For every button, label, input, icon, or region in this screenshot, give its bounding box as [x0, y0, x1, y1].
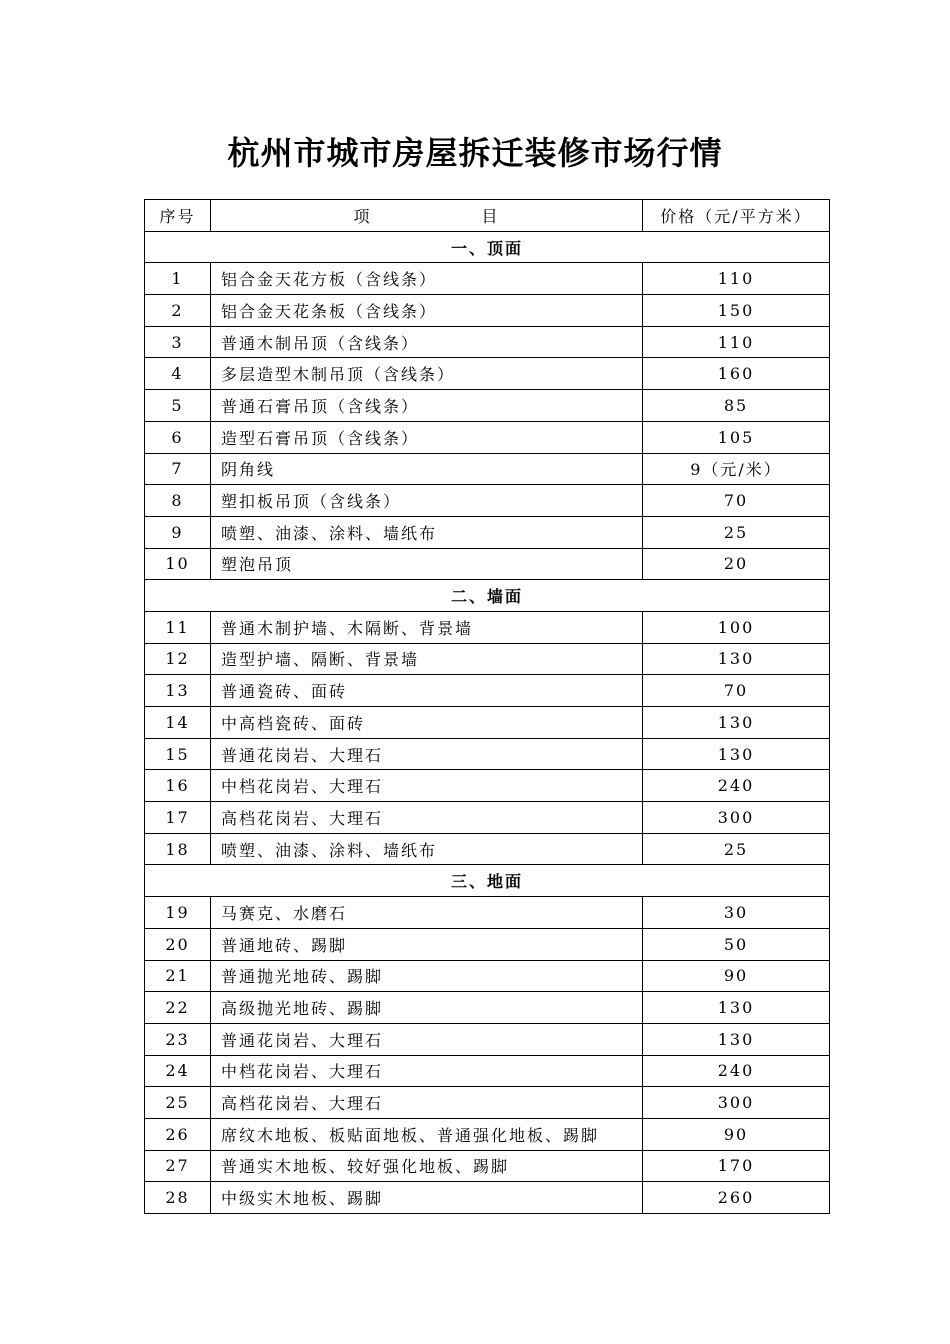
table-row [145, 897, 830, 929]
row-item: 喷塑、油漆、涂料、墙纸布 [211, 516, 643, 548]
row-number: 3 [145, 326, 211, 358]
row-price: 105 [643, 421, 830, 453]
row-number: 8 [145, 485, 211, 517]
row-price: 25 [643, 833, 830, 865]
row-price: 130 [643, 992, 830, 1024]
table-row [145, 1023, 830, 1055]
price-table [144, 199, 830, 1214]
row-price: 70 [643, 485, 830, 517]
row-item: 铝合金天花方板（含线条） [211, 263, 643, 295]
row-item: 高档花岗岩、大理石 [211, 1087, 643, 1119]
table-row [145, 802, 830, 834]
row-price: 130 [643, 643, 830, 675]
row-item: 中档花岗岩、大理石 [211, 770, 643, 802]
row-item: 高级抛光地砖、踢脚 [211, 992, 643, 1024]
row-item: 普通木制护墙、木隔断、背景墙 [211, 611, 643, 643]
row-number: 10 [145, 548, 211, 580]
row-item: 普通抛光地砖、踢脚 [211, 960, 643, 992]
row-price: 25 [643, 516, 830, 548]
header-item-part1: 项 [353, 206, 372, 226]
row-number: 25 [145, 1087, 211, 1119]
row-number: 12 [145, 643, 211, 675]
row-price: 110 [643, 326, 830, 358]
table-row [145, 421, 830, 453]
row-number: 16 [145, 770, 211, 802]
row-number: 26 [145, 1118, 211, 1150]
section-label: 三、地面 [145, 865, 830, 897]
row-price: 300 [643, 1087, 830, 1119]
row-number: 24 [145, 1055, 211, 1087]
section-label: 二、墙面 [145, 580, 830, 612]
row-number: 2 [145, 295, 211, 327]
row-item: 中档花岗岩、大理石 [211, 1055, 643, 1087]
row-price: 85 [643, 390, 830, 422]
row-number: 19 [145, 897, 211, 929]
table-row [145, 1055, 830, 1087]
table-row [145, 326, 830, 358]
row-number: 21 [145, 960, 211, 992]
page-title: 杭州市城市房屋拆迁装修市场行情 [227, 134, 723, 172]
row-price: 130 [643, 738, 830, 770]
row-item: 多层造型木制吊顶（含线条） [211, 358, 643, 390]
table-row [145, 960, 830, 992]
row-item: 普通地砖、踢脚 [211, 928, 643, 960]
row-number: 20 [145, 928, 211, 960]
row-item: 普通花岗岩、大理石 [211, 1023, 643, 1055]
row-item: 席纹木地板、板贴面地板、普通强化地板、踢脚 [211, 1118, 643, 1150]
table-row [145, 992, 830, 1024]
row-price: 300 [643, 802, 830, 834]
row-item: 普通花岗岩、大理石 [211, 738, 643, 770]
row-number: 9 [145, 516, 211, 548]
row-item: 普通木制吊顶（含线条） [211, 326, 643, 358]
row-price: 160 [643, 358, 830, 390]
row-item: 铝合金天花条板（含线条） [211, 295, 643, 327]
table-row [145, 738, 830, 770]
row-item: 中级实木地板、踢脚 [211, 1182, 643, 1214]
table-row [145, 675, 830, 707]
row-item: 马赛克、水磨石 [211, 897, 643, 929]
header-price: 价格（元/平方米） [643, 200, 830, 232]
row-item: 高档花岗岩、大理石 [211, 802, 643, 834]
row-item: 喷塑、油漆、涂料、墙纸布 [211, 833, 643, 865]
row-price: 170 [643, 1150, 830, 1182]
section-label: 一、顶面 [145, 231, 830, 263]
table-row [145, 295, 830, 327]
table-row [145, 1182, 830, 1214]
header-item [211, 200, 643, 232]
row-number: 13 [145, 675, 211, 707]
row-number: 1 [145, 263, 211, 295]
table-row [145, 643, 830, 675]
row-price: 20 [643, 548, 830, 580]
row-price: 50 [643, 928, 830, 960]
table-row [145, 263, 830, 295]
row-price: 150 [643, 295, 830, 327]
row-price: 240 [643, 1055, 830, 1087]
row-price: 130 [643, 707, 830, 739]
row-item: 普通瓷砖、面砖 [211, 675, 643, 707]
header-item-part2: 目 [481, 206, 500, 226]
header-num: 序号 [145, 200, 211, 232]
row-price: 90 [643, 960, 830, 992]
row-item: 阴角线 [211, 453, 643, 485]
row-number: 15 [145, 738, 211, 770]
row-item: 中高档瓷砖、面砖 [211, 707, 643, 739]
table-row [145, 707, 830, 739]
table-row [145, 548, 830, 580]
row-item: 造型石膏吊顶（含线条） [211, 421, 643, 453]
row-number: 18 [145, 833, 211, 865]
table-row [145, 485, 830, 517]
row-number: 23 [145, 1023, 211, 1055]
row-price: 90 [643, 1118, 830, 1150]
table-row [145, 358, 830, 390]
row-price: 130 [643, 1023, 830, 1055]
row-item: 塑扣板吊顶（含线条） [211, 485, 643, 517]
row-price: 110 [643, 263, 830, 295]
table-row [145, 1118, 830, 1150]
row-item: 普通石膏吊顶（含线条） [211, 390, 643, 422]
table-row [145, 453, 830, 485]
row-number: 4 [145, 358, 211, 390]
row-item: 造型护墙、隔断、背景墙 [211, 643, 643, 675]
table-row [145, 833, 830, 865]
row-item: 塑泡吊顶 [211, 548, 643, 580]
table-row [145, 390, 830, 422]
row-number: 27 [145, 1150, 211, 1182]
row-number: 14 [145, 707, 211, 739]
row-price: 30 [643, 897, 830, 929]
row-price: 240 [643, 770, 830, 802]
table-body [145, 231, 830, 1213]
row-price: 260 [643, 1182, 830, 1214]
table-row [145, 516, 830, 548]
row-price: 9（元/米） [643, 453, 830, 485]
table-row [145, 611, 830, 643]
section-row [145, 231, 830, 263]
row-number: 11 [145, 611, 211, 643]
row-number: 22 [145, 992, 211, 1024]
row-item: 普通实木地板、较好强化地板、踢脚 [211, 1150, 643, 1182]
row-price: 100 [643, 611, 830, 643]
row-number: 28 [145, 1182, 211, 1214]
table-row [145, 1150, 830, 1182]
row-price: 70 [643, 675, 830, 707]
row-number: 5 [145, 390, 211, 422]
row-number: 17 [145, 802, 211, 834]
table-header-row [145, 200, 830, 232]
section-row [145, 580, 830, 612]
row-number: 6 [145, 421, 211, 453]
row-number: 7 [145, 453, 211, 485]
table-row [145, 928, 830, 960]
table-row [145, 1087, 830, 1119]
table-row [145, 770, 830, 802]
section-row [145, 865, 830, 897]
